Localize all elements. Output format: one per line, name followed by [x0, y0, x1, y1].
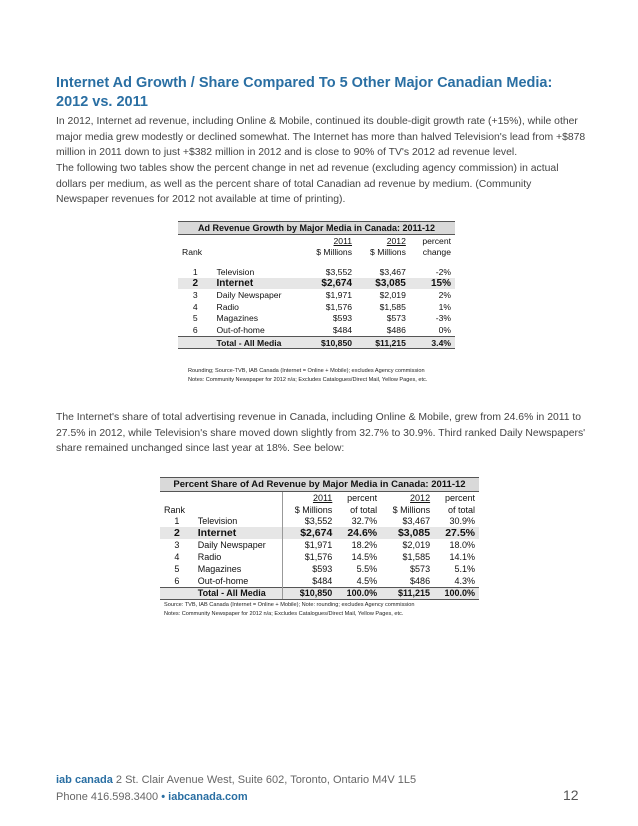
- table-title: Ad Revenue Growth by Major Media in Canada: 2011-12: [178, 222, 455, 235]
- col-header-2012: 2012: [410, 492, 431, 503]
- footer-address-line: [56, 772, 416, 789]
- header-row: Rank $ Millions of total $ Millions of total: [160, 504, 479, 516]
- tables-intro-paragraph: The following two tables show the percent change in net ad revenue (excluding agency commission) in actual dollars per medium, as well as the percent share of total Canadian ad revenue by medium. (Community Newspaper revenues for 2012 not available at time of printing).: [56, 163, 559, 206]
- heading-line-2: 2012 vs. 2011: [56, 94, 148, 110]
- table-row: 3 Daily Newspaper $1,971 $2,019 2%: [192, 290, 451, 301]
- bullet-separator: •: [161, 791, 166, 803]
- footer-contact-line: [56, 789, 416, 806]
- col-header-2011: 2011: [283, 492, 337, 504]
- total-row: Total - All Media $10,850 $11,215 3.4%: [178, 336, 455, 349]
- col-header-percent-2012: percent: [444, 492, 475, 503]
- page-heading: [56, 74, 576, 112]
- table-row: 6 Out-of-home $484 4.5% $486 4.3%: [174, 575, 475, 586]
- spacer: [178, 258, 455, 266]
- col-header-2011: 2011: [333, 235, 353, 246]
- ad-revenue-growth-table: [178, 221, 455, 349]
- col-header-percent: percent: [422, 235, 451, 246]
- table-row: 1 Television $3,552 $3,467 -2%: [192, 266, 451, 277]
- table-row-highlighted: 2 Internet $2,674 24.6% $3,085 27.5%: [160, 527, 479, 539]
- ad-revenue-share-table: [160, 477, 479, 600]
- header-row: Rank $ Millions $ Millions change: [178, 247, 455, 259]
- table-row: 5 Magazines $593 5.5% $573 5.1%: [174, 563, 475, 574]
- share-paragraph: The Internet's share of total advertising revenue in Canada, including Online & Mobile, grew from 24.6% in 2011 to 27.5% in 2012, while Television's share moved down slightly from 32.7% to 30.9%. Third ranked Daily Newspapers' share remained unchanged since last year at 18%. See below:: [56, 412, 586, 455]
- col-header-rank: Rank: [164, 504, 186, 515]
- brand-name: iab canada: [56, 774, 113, 786]
- table-row: 6 Out-of-home $484 $486 0%: [192, 324, 451, 335]
- footer-address: 2 St. Clair Avenue West, Suite 602, Toronto, Ontario M4V 1L5: [115, 774, 417, 786]
- table-row: 4 Radio $1,576 14.5% $1,585 14.1%: [174, 552, 475, 563]
- page-footer: [56, 772, 416, 806]
- footer-phone: Phone 416.598.3400: [56, 791, 159, 803]
- page-number: 12: [563, 787, 579, 803]
- table1-notes: [188, 367, 427, 385]
- header-row: [178, 235, 455, 247]
- header-row: [160, 492, 479, 504]
- table-title: Percent Share of Ad Revenue by Major Media in Canada: 2011-12: [160, 478, 479, 492]
- col-header-percent-2011: percent: [347, 492, 378, 503]
- table-row: 3 Daily Newspaper $1,971 18.2% $2,019 18.0%: [174, 540, 475, 551]
- table-footnote: Notes: Community Newspaper for 2012 n/a; Excludes Catalogues/Direct Mail, Yellow Pages, etc.: [188, 377, 428, 383]
- table-row: 1 Television $3,552 32.7% $3,467 30.9%: [174, 516, 475, 527]
- col-header-rank: Rank: [182, 247, 203, 258]
- table-source-note: Rounding; Source-TVB, IAB Canada (Internet = Online + Mobile); excludes Agency commission: [188, 368, 425, 374]
- intro-paragraph: In 2012, Internet ad revenue, including Online & Mobile, continued its double-digit growth rate (+15%), while other major media grew modestly or declined somewhat. The Internet has more than halved Television's lead from +$878 million in 2011 down to just +$382 million in 2012 and is close to 90% of TV's 2012 ad revenue level.: [56, 116, 586, 159]
- table-source-note: Source: TVB, IAB Canada (Internet = Online + Mobile); Note: rounding; excludes Agency commission: [164, 602, 415, 608]
- table-row: 5 Magazines $593 $573 -3%: [192, 313, 451, 324]
- table-row-highlighted: 2 Internet $2,674 $3,085 15%: [178, 278, 455, 290]
- heading-line-1: Internet Ad Growth / Share Compared To 5 Other Major Canadian Media:: [56, 75, 553, 91]
- table2-notes: [164, 601, 415, 619]
- table-footnote: Notes: Community Newspaper for 2012 n/a; Excludes Catalogues/Direct Mail, Yellow Pages, etc.: [164, 611, 404, 617]
- col-header-2012: 2012: [386, 235, 406, 246]
- total-row: Total - All Media $10,850 100.0% $11,215 100.0%: [160, 587, 479, 600]
- table-row: 4 Radio $1,576 $1,585 1%: [192, 301, 451, 312]
- website-link[interactable]: iabcanada.com: [168, 791, 248, 803]
